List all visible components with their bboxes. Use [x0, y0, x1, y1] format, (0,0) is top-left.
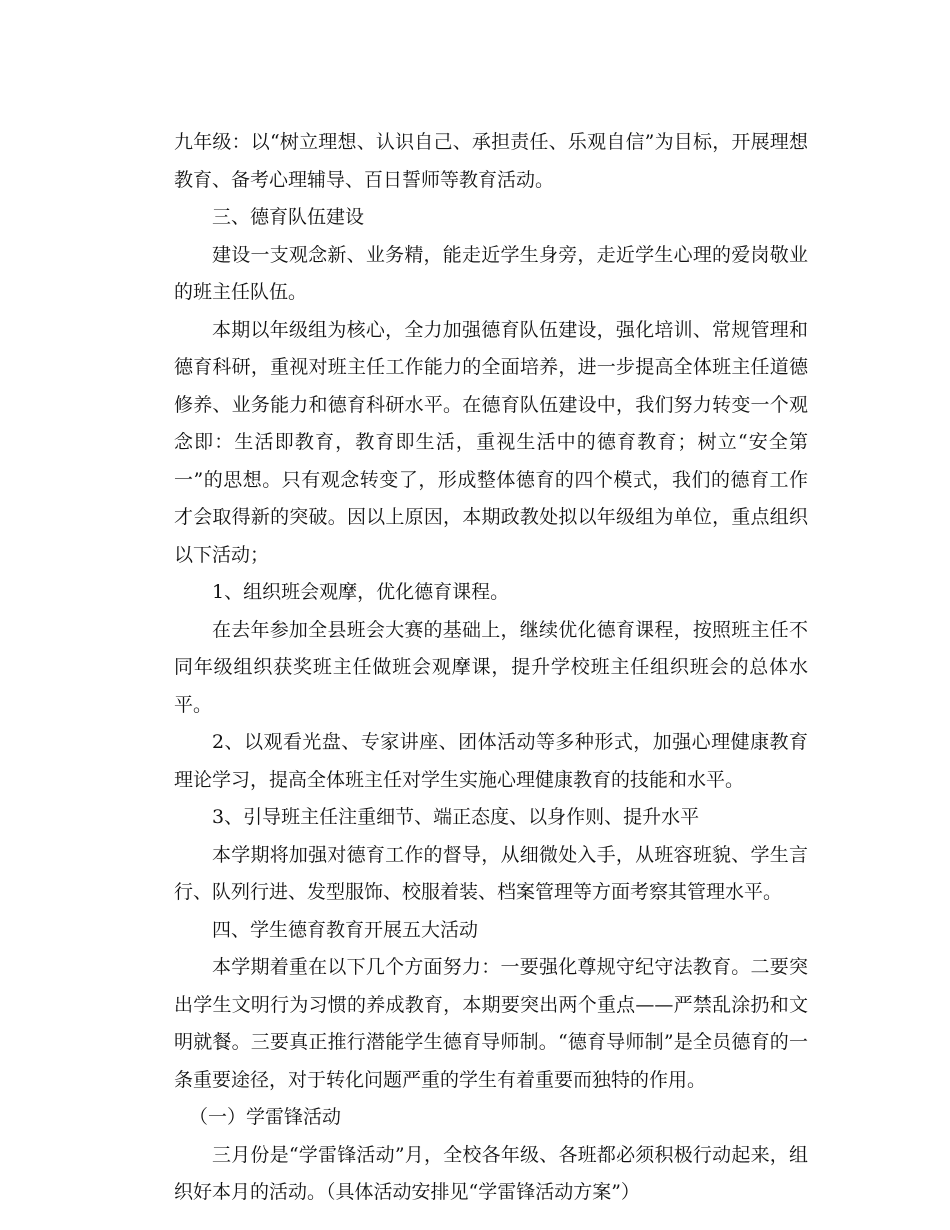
section4-heading: 四、学生德育教育开展五大活动 [212, 918, 479, 941]
item3-body: 本学期将加强对德育工作的督导，从细微处入手，从班容班貌、学生言行、队列行进、发型服饰、校服着装、档案管理等方面考察其管理水平。 [174, 843, 808, 903]
sub1-body: 三月份是“学雷锋活动”月，全校各年级、各班都必须积极行动起来，组织好本月的活动。（具体活动安排见“学雷锋活动方案”） [174, 1143, 808, 1203]
item1-heading: 1、组织班会观摩，优化德育课程。 [212, 581, 510, 603]
item2-paragraph: 2、以观看光盘、专家讲座、团体活动等多种形式，加强心理健康教育理论学习，提高全体班主任对学生实施心理健康教育的技能和水平。 [174, 731, 808, 791]
item1-body: 在去年参加全县班会大赛的基础上，继续优化德育课程，按照班主任不同年级组织获奖班主任做班会观摩课，提升学校班主任组织班会的总体水平。 [174, 618, 808, 716]
sub1-heading: （一）学雷锋活动 [189, 1106, 342, 1128]
section3-heading: 三、德育队伍建设 [212, 206, 365, 228]
paragraph-grade9: 九年级：以“树立理想、认识自己、承担责任、乐观自信”为目标，开展理想教育、备考心理辅导、百日誓师等教育活动。 [174, 131, 808, 191]
item3-heading: 3、引导班主任注重细节、端正态度、以身作则、提升水平 [212, 806, 700, 828]
section3-intro: 建设一支观念新、业务精，能走近学生身旁，走近学生心理的爱岗敬业的班主任队伍。 [174, 243, 808, 303]
section3-body: 本期以年级组为核心，全力加强德育队伍建设，强化培训、常规管理和德育科研，重视对班主任工作能力的全面培养，进一步提高全体班主任道德修养、业务能力和德育科研水平。在德育队伍建设中，我们努力转变一个观念即：生活即教育，教育即生活，重视生活中的德育教育；树立“安全第一”的思想。只有观念转变了，形成整体德育的四个模式，我们的德育工作才会取得新的突破。因以上原因，本期政教处拟以年级组为单位，重点组织以下活动； [174, 318, 808, 566]
document-body [174, 124, 808, 1212]
section4-body: 本学期着重在以下几个方面努力：一要强化尊规守纪守法教育。二要突出学生文明行为习惯的养成教育，本期要突出两个重点——严禁乱涂扔和文明就餐。三要真正推行潜能学生德育导师制。“德育导师制”是全员德育的一条重要途径，对于转化问题严重的学生有着重要而独特的作用。 [174, 956, 808, 1091]
